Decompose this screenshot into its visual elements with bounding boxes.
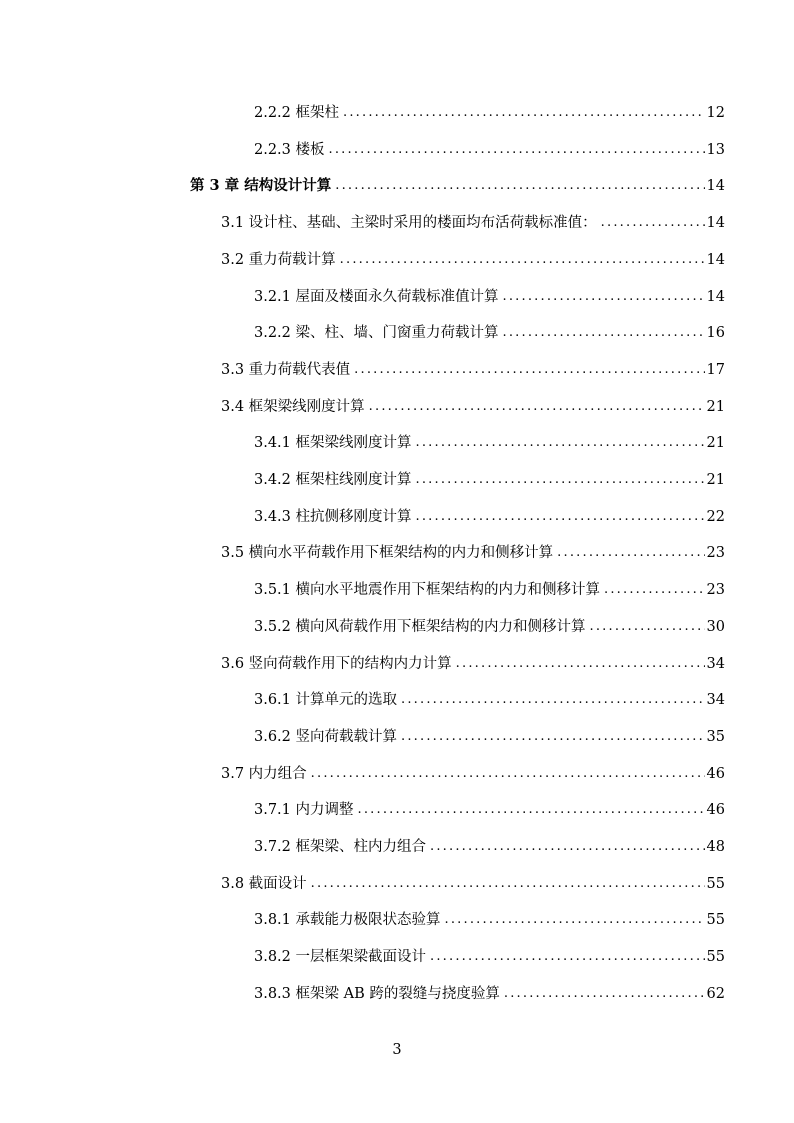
toc-entry-title: 3.2.2 梁、柱、墙、门窗重力荷载计算 [254, 325, 499, 342]
toc-entry-title: 3.5 横向水平荷载作用下框架结构的内力和侧移计算 [221, 545, 554, 562]
toc-entry-title: 3.5.2 横向风荷载作用下框架结构的内力和侧移计算 [254, 618, 586, 635]
toc-entry-page: 12 [706, 105, 725, 121]
toc-entry-title: 3.8.1 承载能力极限状态验算 [254, 912, 441, 929]
toc-entry-page: 62 [706, 985, 725, 1002]
toc-dot-leader [358, 795, 705, 825]
toc-entry-title: 3.2.1 屋面及楼面永久荷载标准值计算 [254, 288, 499, 305]
toc-entry[interactable] [254, 979, 725, 1009]
toc-entry[interactable] [254, 612, 725, 642]
toc-dot-leader [590, 612, 705, 642]
toc-entry-title: 第 3 章 结构设计计算 [190, 177, 332, 195]
toc-entry-title: 3.6.1 计算单元的选取 [254, 692, 398, 709]
toc-dot-leader [369, 392, 705, 422]
toc-entry-page: 46 [706, 765, 725, 782]
toc-entry[interactable] [254, 575, 725, 605]
toc-dot-leader [416, 502, 705, 532]
toc-dot-leader [445, 905, 705, 935]
toc-dot-leader [430, 832, 705, 862]
toc-entry[interactable] [254, 795, 725, 825]
toc-entry[interactable] [254, 905, 725, 935]
toc-entry[interactable] [221, 649, 725, 679]
toc-entry[interactable] [221, 538, 725, 568]
toc-entry-title: 3.6 竖向荷载作用下的结构内力计算 [221, 655, 452, 672]
toc-entry-page: 30 [706, 618, 725, 635]
toc-entry-page: 55 [706, 912, 725, 929]
toc-entry[interactable] [254, 942, 725, 972]
toc-entry-page: 55 [706, 875, 725, 892]
toc-entry-page: 14 [706, 288, 725, 305]
toc-dot-leader [416, 465, 705, 495]
toc-entry-title: 3.8.3 框架梁 AB 跨的裂缝与挠度验算 [254, 985, 500, 1002]
toc-entry-page: 16 [706, 325, 725, 342]
toc-entry-title: 3.3 重力荷载代表值 [221, 361, 351, 378]
toc-dot-leader [503, 318, 705, 348]
toc-entry[interactable] [221, 355, 725, 385]
toc-entry-title: 3.7.1 内力调整 [254, 802, 354, 819]
toc-entry-page: 34 [706, 692, 725, 709]
toc-entry[interactable] [254, 318, 725, 348]
toc-entry-page: 14 [706, 251, 725, 268]
toc-entry-title: 3.6.2 竖向荷载载计算 [254, 728, 398, 745]
toc-dot-leader [557, 538, 704, 568]
toc-dot-leader [416, 428, 705, 458]
toc-entry-page: 14 [706, 215, 725, 232]
toc-entry-title: 2.2.3 楼板 [254, 141, 325, 158]
toc-dot-leader [430, 942, 705, 972]
toc-entry-page: 21 [706, 398, 725, 415]
toc-entry[interactable] [221, 392, 725, 422]
toc-entry[interactable] [221, 245, 725, 275]
toc-dot-leader [329, 135, 705, 165]
toc-entry[interactable] [221, 869, 725, 899]
toc-entry[interactable] [254, 722, 725, 752]
toc-entry-page: 34 [706, 655, 725, 672]
toc-entry-page: 21 [706, 472, 725, 488]
toc-entry-page: 23 [706, 582, 725, 599]
toc-entry-title: 3.1 设计柱、基础、主梁时采用的楼面均布活荷载标准值： [221, 215, 597, 232]
toc-entry-page: 17 [706, 361, 725, 378]
toc-dot-leader [311, 869, 705, 899]
toc-entry-page: 55 [706, 949, 725, 966]
toc-entry[interactable] [221, 759, 725, 789]
toc-dot-leader [604, 575, 705, 605]
toc-entry[interactable] [254, 135, 725, 165]
toc-entry-title: 3.4.2 框架柱线刚度计算 [254, 472, 412, 488]
toc-dot-leader [456, 649, 705, 679]
toc-entry-page: 22 [706, 508, 725, 525]
toc-entry-page: 21 [706, 435, 725, 452]
toc-entry-title: 2.2.2 框架柱 [254, 105, 340, 121]
toc-dot-leader [340, 245, 705, 275]
toc-entry-title: 3.2 重力荷载计算 [221, 251, 336, 268]
toc-entry[interactable] [254, 98, 725, 128]
toc-entry-page: 13 [706, 141, 725, 158]
toc-entry[interactable] [221, 208, 725, 238]
toc-entry-title: 3.7.2 框架梁、柱内力组合 [254, 839, 427, 855]
toc-entry[interactable] [254, 465, 725, 495]
toc-dot-leader [503, 282, 705, 312]
toc-entry[interactable] [254, 282, 725, 312]
toc-dot-leader [601, 208, 705, 238]
toc-dot-leader [354, 355, 704, 385]
toc-dot-leader [401, 685, 705, 715]
toc-entry-title: 3.4.3 柱抗侧移刚度计算 [254, 508, 412, 525]
toc-dot-leader [311, 759, 705, 789]
toc-entry-title: 3.7 内力组合 [221, 765, 307, 782]
toc-entry-page: 48 [706, 839, 725, 855]
toc-dot-leader [343, 98, 705, 128]
toc-entry-title: 3.4.1 框架梁线刚度计算 [254, 435, 412, 452]
toc-dot-leader [335, 171, 704, 201]
page-number: 3 [392, 1042, 402, 1058]
toc-entry-page: 46 [706, 802, 725, 819]
toc-entry[interactable] [190, 171, 725, 201]
toc-entry[interactable] [254, 832, 725, 862]
toc-entry[interactable] [254, 428, 725, 458]
toc-entry[interactable] [254, 502, 725, 532]
toc-entry-title: 3.4 框架梁线刚度计算 [221, 398, 365, 415]
toc-entry-page: 35 [706, 728, 725, 745]
toc-entry-title: 3.5.1 横向水平地震作用下框架结构的内力和侧移计算 [254, 582, 601, 599]
toc-dot-leader [401, 722, 705, 752]
toc-entry-page: 23 [706, 545, 725, 562]
toc-entry-title: 3.8 截面设计 [221, 875, 307, 892]
toc-entry[interactable] [254, 685, 725, 715]
toc-entry-page: 14 [706, 178, 725, 195]
toc-dot-leader [504, 979, 705, 1009]
toc-entry-title: 3.8.2 一层框架梁截面设计 [254, 949, 427, 966]
